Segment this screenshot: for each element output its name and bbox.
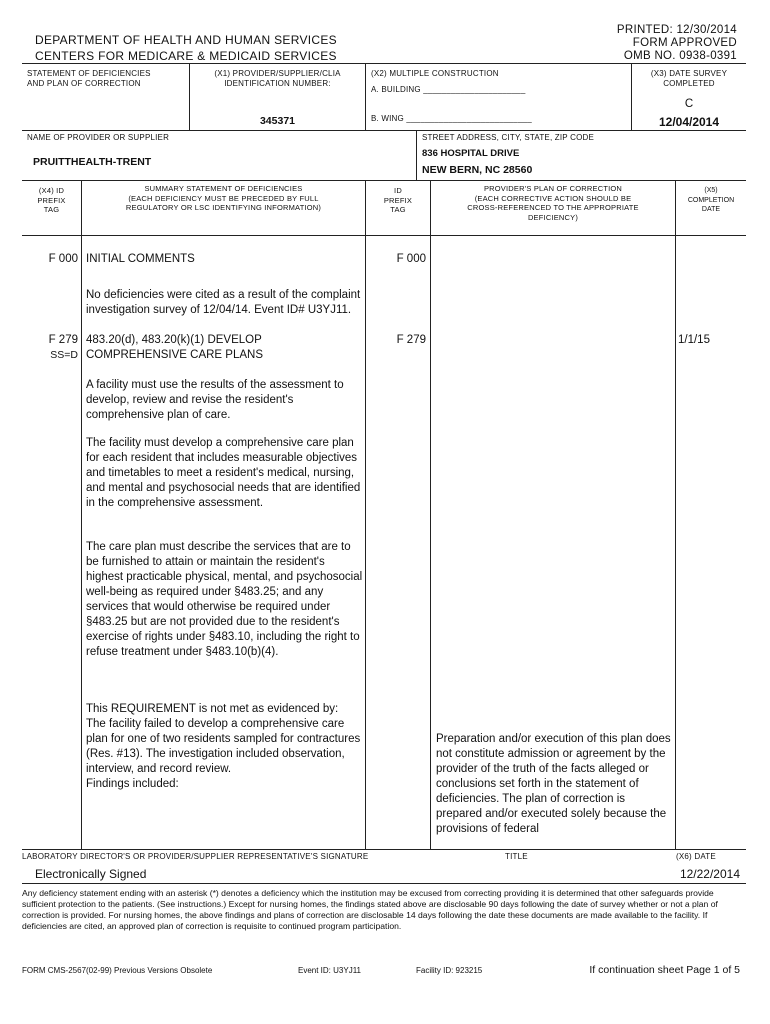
x5-header: (X5) COMPLETION DATE bbox=[687, 187, 735, 213]
tag-f000-right: F 000 bbox=[396, 253, 426, 265]
building-field: A. BUILDING ______________________ bbox=[371, 85, 526, 94]
tag-f279: F 279 bbox=[48, 334, 78, 346]
completion-date: 1/1/15 bbox=[678, 334, 710, 346]
omb-number: OMB NO. 0938-0391 bbox=[623, 50, 737, 62]
paragraph-requirement: This REQUIREMENT is not met as evidenced by: The facility failed to develop a comprehensive care plan for one of two residents sampled for contractures (Res. #13). The investigation included observation, interview, and record review. Findings included: bbox=[86, 703, 361, 790]
scope-severity: SS=D bbox=[50, 349, 78, 361]
form-number: FORM CMS-2567(02-99) Previous Versions Obsolete bbox=[22, 966, 213, 975]
wing-field: B. WING ___________________________ bbox=[371, 114, 532, 123]
signature-value: Electronically Signed bbox=[35, 867, 147, 881]
paragraph-care-plan: The facility must develop a comprehensive care plan for each resident that includes measurable objectives and timetables to meet a resident's medical, nursing, and mental and psychosocial needs that are identified in the comprehensive assessment. bbox=[86, 437, 361, 509]
facility-id: Facility ID: 923215 bbox=[416, 966, 483, 975]
provider-name-label: NAME OF PROVIDER OR SUPPLIER bbox=[27, 133, 170, 142]
event-id: Event ID: U3YJ11 bbox=[298, 966, 361, 975]
department-title: DEPARTMENT OF HEALTH AND HUMAN SERVICES bbox=[35, 33, 337, 47]
page-indicator: If continuation sheet Page 1 of 5 bbox=[589, 964, 740, 976]
date-label: (X6) DATE bbox=[676, 852, 716, 861]
no-deficiencies-text: No deficiencies were cited as a result of the complaint investigation survey of 12/04/14. Event ID# U3YJ11. bbox=[86, 289, 361, 316]
printed-date: PRINTED: 12/30/2014 bbox=[616, 24, 737, 36]
signature-date: 12/22/2014 bbox=[679, 867, 740, 881]
agency-title: CENTERS FOR MEDICARE & MEDICAID SERVICES bbox=[35, 49, 337, 63]
date-survey-label: (X3) DATE SURVEY COMPLETED bbox=[650, 69, 728, 88]
provider-id-number: 345371 bbox=[259, 115, 296, 127]
plan-of-correction-text: Preparation and/or execution of this plan does not constitute admission or agreement by the provider of the truth of the facts alleged or conclusions set forth in the statement of deficiencies. The plan of correction is prepared and/or executed solely because the provisions of federal bbox=[436, 733, 671, 835]
summary-header: SUMMARY STATEMENT OF DEFICIENCIES (EACH DEFICIENCY MUST BE PRECEDED BY FULL REGULATORY OR LSC IDENTIFYING INFORMATION) bbox=[125, 184, 322, 212]
plan-header: PROVIDER'S PLAN OF CORRECTION (EACH CORRECTIVE ACTION SHOULD BE CROSS-REFERENCED TO THE APPROPRIATE DEFICIENCY) bbox=[467, 184, 639, 222]
disclosure-note: Any deficiency statement ending with an asterisk (*) denotes a deficiency which the institution may be excused from correcting providing it is determined that other safeguards provide sufficient protection to the patients. (See instructions.) Except for nursing homes, the findings stated above are disclosable 90 days following the date of survey whether or not a plan of correction is provided. For nursing homes, the above findings and plans of correction are disclosable 14 days following the date these documents are made available to the facility. If deficiencies are cited, an approved plan of correction is requisite to continued program participation. bbox=[22, 888, 718, 931]
address-label: STREET ADDRESS, CITY, STATE, ZIP CODE bbox=[422, 133, 595, 142]
initial-comments-heading: INITIAL COMMENTS bbox=[86, 253, 195, 265]
street-address: 836 HOSPITAL DRIVE bbox=[422, 148, 520, 159]
id-prefix-header: ID PREFIX TAG bbox=[383, 186, 413, 214]
survey-completed-date: 12/04/2014 bbox=[658, 115, 720, 129]
multiple-construction-label: (X2) MULTIPLE CONSTRUCTION bbox=[371, 69, 499, 78]
tag-f000: F 000 bbox=[48, 253, 78, 265]
statement-label: STATEMENT OF DEFICIENCIES AND PLAN OF CORRECTION bbox=[27, 69, 151, 88]
form-approved: FORM APPROVED bbox=[632, 37, 737, 49]
x4-header: (X4) ID PREFIX TAG bbox=[37, 186, 66, 214]
signature-label: LABORATORY DIRECTOR'S OR PROVIDER/SUPPLIER REPRESENTATIVE'S SIGNATURE bbox=[22, 852, 369, 861]
tag-f279-right: F 279 bbox=[396, 334, 426, 346]
city-state-zip: NEW BERN, NC 28560 bbox=[422, 164, 533, 176]
paragraph-services: The care plan must describe the services that are to be furnished to attain or maintain the resident's highest practicable physical, mental, and psychosocial well-being as required under §483.25; and any services that would otherwise be required under §483.25 but are not provided due to the resident's exercise of rights under §483.10, including the right to refuse treatment under §483.10(b)(4). bbox=[86, 541, 363, 658]
x1-label: (X1) PROVIDER/SUPPLIER/CLIA IDENTIFICATION NUMBER: bbox=[214, 69, 341, 88]
survey-code: C bbox=[684, 98, 694, 110]
provider-name: PRUITTHEALTH-TRENT bbox=[33, 156, 152, 168]
f279-title: 483.20(d), 483.20(k)(1) DEVELOP COMPREHENSIVE CARE PLANS bbox=[86, 334, 264, 361]
paragraph-assessment: A facility must use the results of the assessment to develop, review and revise the resident's comprehensive plan of care. bbox=[86, 379, 344, 421]
title-label: TITLE bbox=[505, 852, 528, 861]
